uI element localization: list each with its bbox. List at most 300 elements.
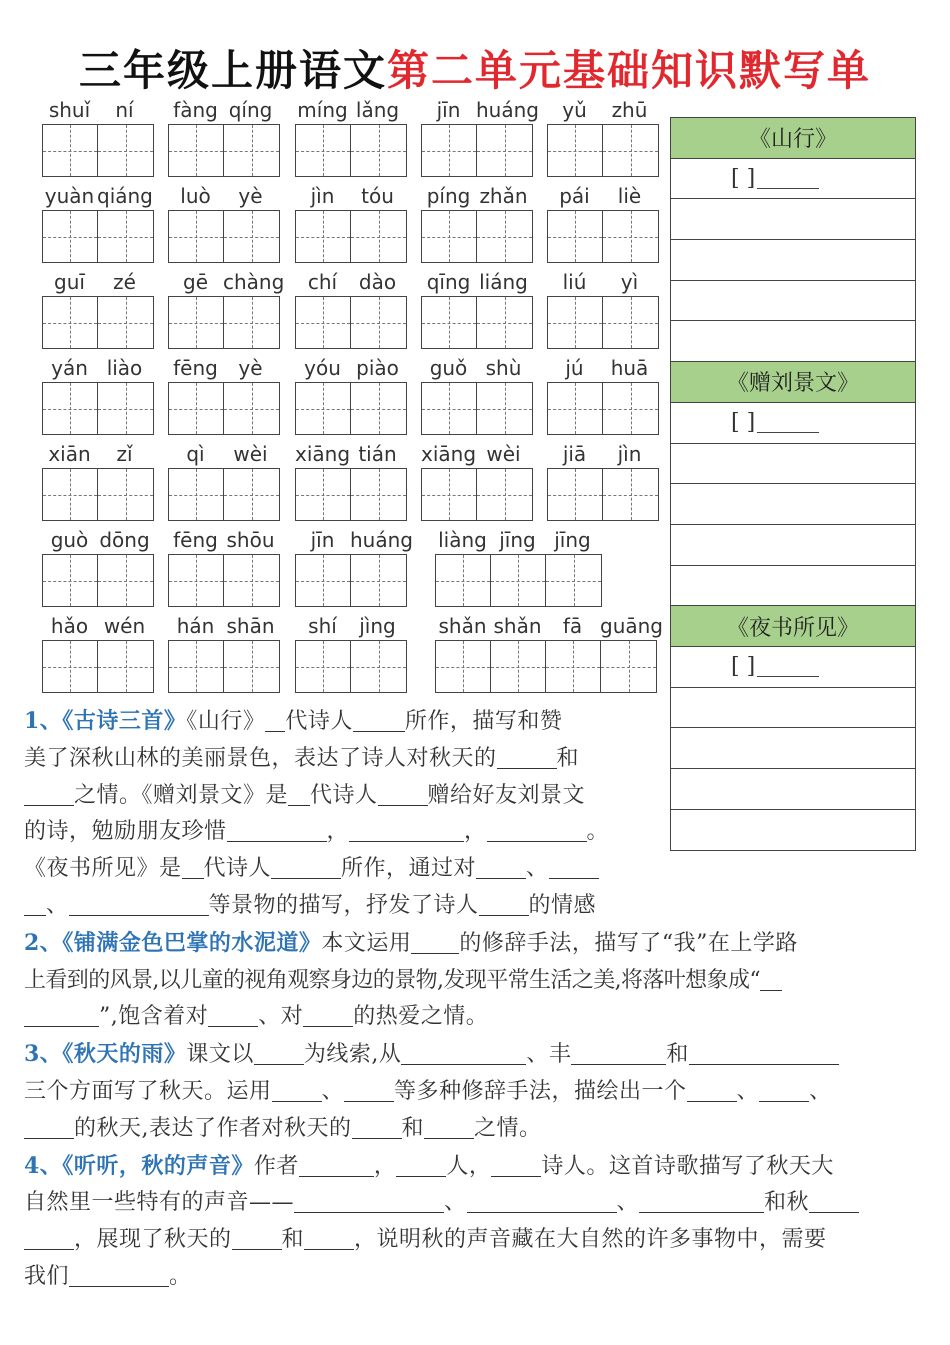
pinyin-line xyxy=(435,522,602,554)
text: ， xyxy=(326,819,350,845)
writing-cell[interactable] xyxy=(351,555,406,606)
writing-boxes[interactable] xyxy=(421,124,533,177)
writing-cell[interactable] xyxy=(491,555,546,606)
pinyin-syllable: zǐ xyxy=(116,442,133,466)
text: 的修辞手法，描写了“我”在上学路 xyxy=(459,930,798,956)
text: 之情。《赠刘景文》是 xyxy=(74,782,289,808)
pinyin-line xyxy=(42,608,154,640)
writing-boxes[interactable] xyxy=(421,468,533,521)
pinyin-row xyxy=(40,436,665,522)
writing-cell[interactable] xyxy=(477,211,532,262)
writing-cell[interactable] xyxy=(422,383,477,434)
writing-cell[interactable] xyxy=(224,297,279,348)
writing-boxes[interactable] xyxy=(421,210,533,263)
pinyin-line xyxy=(547,264,659,296)
pinyin-syllable: huáng xyxy=(476,98,539,122)
pinyin-syllable: xiān xyxy=(48,442,91,466)
text: 等多种修辞手法，描绘出一个 xyxy=(394,1078,687,1104)
poem-answer-line[interactable] xyxy=(671,647,915,688)
pinyin-line xyxy=(421,436,533,468)
pinyin-word xyxy=(295,436,407,521)
pinyin-syllable: jīn xyxy=(310,528,335,552)
text: 代诗人 xyxy=(310,782,378,808)
writing-cell[interactable] xyxy=(98,383,153,434)
writing-cell[interactable] xyxy=(169,641,224,692)
fill-in-questions xyxy=(24,703,934,1296)
answer-blank[interactable] xyxy=(497,744,557,769)
pinyin-line xyxy=(168,436,280,468)
writing-cell[interactable] xyxy=(98,555,153,606)
writing-cell[interactable] xyxy=(169,383,224,434)
pinyin-line xyxy=(42,522,154,554)
writing-boxes[interactable] xyxy=(295,554,407,607)
text: 和 xyxy=(556,745,580,771)
answer-blank[interactable] xyxy=(69,891,209,916)
question-number: 4、 xyxy=(24,1152,63,1179)
writing-cell[interactable] xyxy=(296,383,351,434)
text: 代诗人 xyxy=(203,856,272,882)
answer-blank[interactable] xyxy=(491,1152,541,1177)
pinyin-syllable: tián xyxy=(358,442,397,466)
writing-cell[interactable] xyxy=(224,125,279,176)
question-title: 《听听，秋的声音》 xyxy=(62,1152,254,1179)
pinyin-syllable: jìng xyxy=(359,614,396,638)
writing-boxes[interactable] xyxy=(295,468,407,521)
pinyin-syllable: gē xyxy=(183,270,208,294)
pinyin-word xyxy=(295,178,407,263)
writing-boxes[interactable] xyxy=(547,296,659,349)
writing-cell[interactable] xyxy=(422,297,477,348)
text: 课文以 xyxy=(186,1042,254,1068)
writing-boxes[interactable] xyxy=(295,210,407,263)
pinyin-word xyxy=(547,436,659,521)
answer-blank[interactable] xyxy=(294,1188,444,1213)
answer-blank[interactable] xyxy=(639,1188,764,1213)
pinyin-line xyxy=(421,350,533,382)
question-title: 《古诗三首》 xyxy=(62,708,187,734)
question-number: 1、 xyxy=(24,708,63,734)
answer-blank[interactable] xyxy=(476,854,526,879)
answer-blank[interactable] xyxy=(288,781,310,806)
pinyin-line xyxy=(168,92,280,124)
writing-boxes[interactable] xyxy=(547,382,659,435)
pinyin-word xyxy=(42,92,154,177)
writing-boxes[interactable] xyxy=(547,468,659,521)
pinyin-syllable: shān xyxy=(226,614,275,638)
writing-boxes[interactable] xyxy=(168,382,280,435)
answer-blank[interactable] xyxy=(24,1114,74,1139)
pinyin-syllable: yuàn xyxy=(44,184,95,208)
text: 我们 xyxy=(24,1263,70,1289)
pinyin-syllable: míng xyxy=(297,98,348,122)
poem-answer-line[interactable] xyxy=(671,199,915,240)
text: 所作，描写和赞 xyxy=(404,709,563,734)
writing-cell[interactable] xyxy=(548,297,603,348)
answer-blank[interactable] xyxy=(378,781,428,806)
text: 自然里一些特有的声音—— xyxy=(24,1190,295,1216)
answer-blank[interactable] xyxy=(227,817,327,842)
writing-cell[interactable] xyxy=(422,211,477,262)
pinyin-syllable: qì xyxy=(186,442,205,466)
writing-boxes[interactable] xyxy=(295,382,407,435)
writing-cell[interactable] xyxy=(603,383,658,434)
writing-cell[interactable] xyxy=(601,641,656,692)
writing-cell[interactable] xyxy=(546,555,601,606)
answer-blank[interactable] xyxy=(396,1152,446,1177)
pinyin-word xyxy=(435,608,663,693)
pinyin-syllable: fēng xyxy=(173,356,218,380)
writing-boxes[interactable] xyxy=(295,296,407,349)
pinyin-syllable: wén xyxy=(103,614,146,638)
writing-cell[interactable] xyxy=(169,125,224,176)
writing-cell[interactable] xyxy=(296,469,351,520)
text: 和 xyxy=(666,1042,689,1068)
pinyin-syllable: hǎo xyxy=(50,614,89,638)
text: 、丰 xyxy=(526,1042,572,1068)
pinyin-line xyxy=(547,178,659,210)
answer-blank[interactable] xyxy=(353,707,405,732)
writing-boxes[interactable] xyxy=(168,124,280,177)
writing-cell[interactable] xyxy=(351,641,406,692)
writing-cell[interactable] xyxy=(98,211,153,262)
answer-blank[interactable] xyxy=(759,1077,809,1102)
question-title: 《秋天的雨》 xyxy=(62,1041,187,1068)
text: ， xyxy=(373,1153,397,1179)
writing-cell[interactable] xyxy=(224,641,279,692)
writing-cell[interactable] xyxy=(477,125,532,176)
poem-answer-line[interactable] xyxy=(671,444,915,485)
text: 、 xyxy=(46,892,69,918)
writing-cell[interactable] xyxy=(296,555,351,606)
writing-boxes[interactable] xyxy=(547,124,659,177)
answer-blank[interactable] xyxy=(24,891,46,916)
pinyin-syllable: guǒ xyxy=(429,356,468,380)
pinyin-syllable: liáng xyxy=(479,270,528,294)
answer-blank[interactable] xyxy=(571,1040,666,1065)
text: 等景物的描写，抒发了诗人 xyxy=(208,892,479,918)
writing-boxes[interactable] xyxy=(42,124,154,177)
writing-cell[interactable] xyxy=(224,555,279,606)
pinyin-syllable: ní xyxy=(115,98,134,122)
writing-boxes[interactable] xyxy=(168,640,280,693)
pinyin-word xyxy=(42,522,154,607)
writing-cell[interactable] xyxy=(296,641,351,692)
pinyin-word xyxy=(42,350,154,435)
writing-boxes[interactable] xyxy=(295,124,407,177)
author-blank[interactable] xyxy=(757,656,819,677)
writing-cell[interactable] xyxy=(351,383,406,434)
poem-answer-line[interactable] xyxy=(671,281,915,322)
text: 和秋 xyxy=(764,1190,810,1216)
author-blank[interactable] xyxy=(757,168,819,189)
writing-cell[interactable] xyxy=(436,555,491,606)
pinyin-syllable: guò xyxy=(50,528,89,552)
pinyin-syllable: qíng xyxy=(228,98,273,122)
pinyin-word xyxy=(547,264,659,349)
writing-cell[interactable] xyxy=(548,383,603,434)
pinyin-row xyxy=(40,608,665,694)
answer-blank[interactable] xyxy=(349,817,464,842)
writing-cell[interactable] xyxy=(351,125,406,176)
pinyin-syllable: píng xyxy=(426,184,471,208)
text: 、 xyxy=(616,1190,640,1216)
writing-boxes[interactable] xyxy=(168,210,280,263)
writing-cell[interactable] xyxy=(43,383,98,434)
writing-cell[interactable] xyxy=(43,125,98,176)
writing-boxes[interactable] xyxy=(435,554,602,607)
text: 作者 xyxy=(253,1153,299,1179)
writing-cell[interactable] xyxy=(603,211,658,262)
pinyin-line xyxy=(435,608,663,640)
text: ，说明秋的声音藏在大自然的许多事物中，需要 xyxy=(354,1227,827,1253)
text: 、 xyxy=(444,1190,467,1216)
answer-blank[interactable] xyxy=(344,1077,394,1102)
writing-cell[interactable] xyxy=(296,297,351,348)
writing-cell[interactable] xyxy=(169,469,224,520)
text: 的情感 xyxy=(528,892,597,918)
text: 诗人。这首诗歌描写了秋天大 xyxy=(541,1153,834,1179)
pinyin-line xyxy=(42,92,154,124)
writing-boxes[interactable] xyxy=(168,554,280,607)
answer-blank[interactable] xyxy=(271,854,341,879)
writing-cell[interactable] xyxy=(548,469,603,520)
pinyin-syllable: yǔ xyxy=(562,98,587,122)
writing-cell[interactable] xyxy=(477,383,532,434)
writing-cell[interactable] xyxy=(422,469,477,520)
writing-cell[interactable] xyxy=(477,297,532,348)
text: ，展现了秋天的 xyxy=(74,1227,232,1253)
pinyin-syllable: liàng xyxy=(438,528,487,552)
answer-blank[interactable] xyxy=(265,707,285,732)
pinyin-syllable: yè xyxy=(238,184,263,208)
writing-boxes[interactable] xyxy=(42,210,154,263)
poem-answer-line[interactable] xyxy=(671,403,915,444)
answer-blank[interactable] xyxy=(182,854,204,879)
title-part1: 三年级上册语文 xyxy=(78,46,387,95)
pinyin-syllable: zhū xyxy=(611,98,648,122)
poem-title: 《夜书所见》 xyxy=(671,606,915,647)
writing-boxes[interactable] xyxy=(42,554,154,607)
pinyin-word xyxy=(295,522,413,607)
answer-blank[interactable] xyxy=(352,1114,402,1139)
answer-blank[interactable] xyxy=(401,1040,526,1065)
answer-blank[interactable] xyxy=(24,781,74,806)
answer-blank[interactable] xyxy=(687,1077,737,1102)
text: ， xyxy=(464,819,487,845)
pinyin-syllable: piào xyxy=(356,356,399,380)
writing-cell[interactable] xyxy=(548,211,603,262)
writing-cell[interactable] xyxy=(351,211,406,262)
pinyin-syllable: jú xyxy=(565,356,584,380)
writing-boxes[interactable] xyxy=(168,296,280,349)
answer-blank[interactable] xyxy=(549,854,599,879)
text: 、 xyxy=(736,1078,760,1104)
title-part2: 第二单元基础知识默写单 xyxy=(387,46,872,95)
pinyin-line xyxy=(295,608,407,640)
writing-cell[interactable] xyxy=(296,211,351,262)
author-blank[interactable] xyxy=(757,412,819,433)
pinyin-line xyxy=(547,92,659,124)
pinyin-line xyxy=(295,178,407,210)
writing-cell[interactable] xyxy=(98,125,153,176)
writing-cell[interactable] xyxy=(43,641,98,692)
pinyin-word xyxy=(295,350,407,435)
pinyin-line xyxy=(42,436,154,468)
pinyin-word xyxy=(168,436,280,521)
text: 之情。 xyxy=(474,1115,542,1141)
answer-blank[interactable] xyxy=(299,1152,374,1177)
writing-cell[interactable] xyxy=(169,297,224,348)
pinyin-syllable: yè xyxy=(238,356,263,380)
writing-cell[interactable] xyxy=(351,469,406,520)
poem-answer-line[interactable] xyxy=(671,321,915,362)
text: 上看到的风景,以儿童的视角观察身边的景物,发现平常生活之美,将落叶想象成“ xyxy=(24,967,761,993)
pinyin-syllable: dōng xyxy=(99,528,150,552)
answer-blank[interactable] xyxy=(303,1002,353,1027)
writing-cell[interactable] xyxy=(43,469,98,520)
answer-blank[interactable] xyxy=(689,1040,839,1065)
pinyin-line xyxy=(168,350,280,382)
writing-cell[interactable] xyxy=(43,297,98,348)
writing-cell[interactable] xyxy=(224,383,279,434)
writing-boxes[interactable] xyxy=(42,640,154,693)
writing-cell[interactable] xyxy=(98,641,153,692)
pinyin-syllable: lǎng xyxy=(355,98,400,122)
answer-blank[interactable] xyxy=(208,1002,258,1027)
text: 、 xyxy=(526,856,549,882)
pinyin-syllable: fā xyxy=(562,614,583,638)
writing-boxes[interactable] xyxy=(42,382,154,435)
writing-cell[interactable] xyxy=(98,469,153,520)
writing-boxes[interactable] xyxy=(421,382,533,435)
poem-answer-line[interactable] xyxy=(671,566,915,607)
writing-cell[interactable] xyxy=(603,297,658,348)
writing-boxes[interactable] xyxy=(421,296,533,349)
dynasty-bracket: [ ] xyxy=(731,166,756,192)
text: 为线索,从 xyxy=(303,1042,402,1068)
writing-cell[interactable] xyxy=(436,641,491,692)
answer-blank[interactable] xyxy=(304,1225,354,1250)
writing-boxes[interactable] xyxy=(435,640,657,693)
pinyin-line xyxy=(295,350,407,382)
pinyin-syllable: guī xyxy=(54,270,85,294)
text: 和 xyxy=(281,1227,305,1253)
answer-blank[interactable] xyxy=(411,929,459,954)
answer-blank[interactable] xyxy=(69,1262,169,1287)
answer-blank[interactable] xyxy=(232,1225,282,1250)
pinyin-word xyxy=(168,608,280,693)
text: 三个方面写了秋天。运用 xyxy=(24,1078,272,1104)
writing-cell[interactable] xyxy=(43,211,98,262)
writing-cell[interactable] xyxy=(169,555,224,606)
dynasty-bracket: [ ] xyxy=(731,654,756,680)
text: 代诗人 xyxy=(285,709,353,734)
dynasty-bracket: [ ] xyxy=(731,410,756,436)
writing-boxes[interactable] xyxy=(42,468,154,521)
pinyin-syllable: tóu xyxy=(361,184,394,208)
writing-cell[interactable] xyxy=(477,469,532,520)
pinyin-line xyxy=(421,178,533,210)
writing-cell[interactable] xyxy=(351,297,406,348)
writing-boxes[interactable] xyxy=(547,210,659,263)
writing-cell[interactable] xyxy=(546,641,601,692)
writing-cell[interactable] xyxy=(548,125,603,176)
poem-answer-line[interactable] xyxy=(671,159,915,200)
pinyin-word xyxy=(168,264,285,349)
text: 、 xyxy=(809,1078,832,1104)
answer-blank[interactable] xyxy=(24,1002,99,1027)
poem-answer-line[interactable] xyxy=(671,525,915,566)
pinyin-word xyxy=(547,178,659,263)
answer-blank[interactable] xyxy=(272,1077,322,1102)
answer-blank[interactable] xyxy=(467,1188,617,1213)
pinyin-syllable: zhǎn xyxy=(479,184,528,208)
pinyin-syllable: shù xyxy=(485,356,522,380)
writing-cell[interactable] xyxy=(603,125,658,176)
pinyin-line xyxy=(168,522,280,554)
pinyin-word xyxy=(168,350,280,435)
poem-title: 《山行》 xyxy=(671,118,915,159)
pinyin-syllable: huáng xyxy=(350,528,413,552)
pinyin-word xyxy=(421,350,533,435)
answer-blank[interactable] xyxy=(254,1040,304,1065)
pinyin-syllable: hán xyxy=(176,614,215,638)
pinyin-syllable: xiāng xyxy=(421,442,477,466)
writing-boxes[interactable] xyxy=(295,640,407,693)
answer-blank[interactable] xyxy=(24,1225,74,1250)
poem-answer-line[interactable] xyxy=(671,240,915,281)
pinyin-word xyxy=(421,264,533,349)
writing-cell[interactable] xyxy=(224,469,279,520)
writing-cell[interactable] xyxy=(422,125,477,176)
writing-cell[interactable] xyxy=(603,469,658,520)
writing-cell[interactable] xyxy=(169,211,224,262)
pinyin-syllable: xiāng xyxy=(295,442,351,466)
pinyin-line xyxy=(547,350,659,382)
writing-cell[interactable] xyxy=(491,641,546,692)
question-number: 2、 xyxy=(24,929,63,956)
pinyin-row xyxy=(40,350,665,436)
pinyin-word xyxy=(421,178,533,263)
pinyin-syllable: chàng xyxy=(223,270,285,294)
poem-title: 《赠刘景文》 xyxy=(671,362,915,403)
answer-blank[interactable] xyxy=(487,817,587,842)
answer-blank[interactable] xyxy=(760,966,782,991)
answer-blank[interactable] xyxy=(479,891,529,916)
pinyin-syllable: qīng xyxy=(426,270,471,294)
pinyin-syllable: shǎn xyxy=(493,614,542,638)
pinyin-line xyxy=(547,436,659,468)
writing-cell[interactable] xyxy=(98,297,153,348)
writing-boxes[interactable] xyxy=(168,468,280,521)
poem-answer-line[interactable] xyxy=(671,484,915,525)
question-title: 《铺满金色巴掌的水泥道》 xyxy=(62,929,322,956)
answer-blank[interactable] xyxy=(809,1188,859,1213)
text: 。 xyxy=(169,1263,192,1289)
pinyin-line xyxy=(421,264,533,296)
answer-blank[interactable] xyxy=(424,1114,474,1139)
writing-cell[interactable] xyxy=(43,555,98,606)
pinyin-row xyxy=(40,522,665,608)
pinyin-syllable: shǎn xyxy=(438,614,487,638)
writing-cell[interactable] xyxy=(224,211,279,262)
text: 的热爱之情。 xyxy=(353,1004,489,1030)
text: 《夜书所见》是 xyxy=(24,856,182,882)
pinyin-line xyxy=(168,178,280,210)
writing-boxes[interactable] xyxy=(42,296,154,349)
pinyin-word xyxy=(168,178,280,263)
writing-cell[interactable] xyxy=(296,125,351,176)
